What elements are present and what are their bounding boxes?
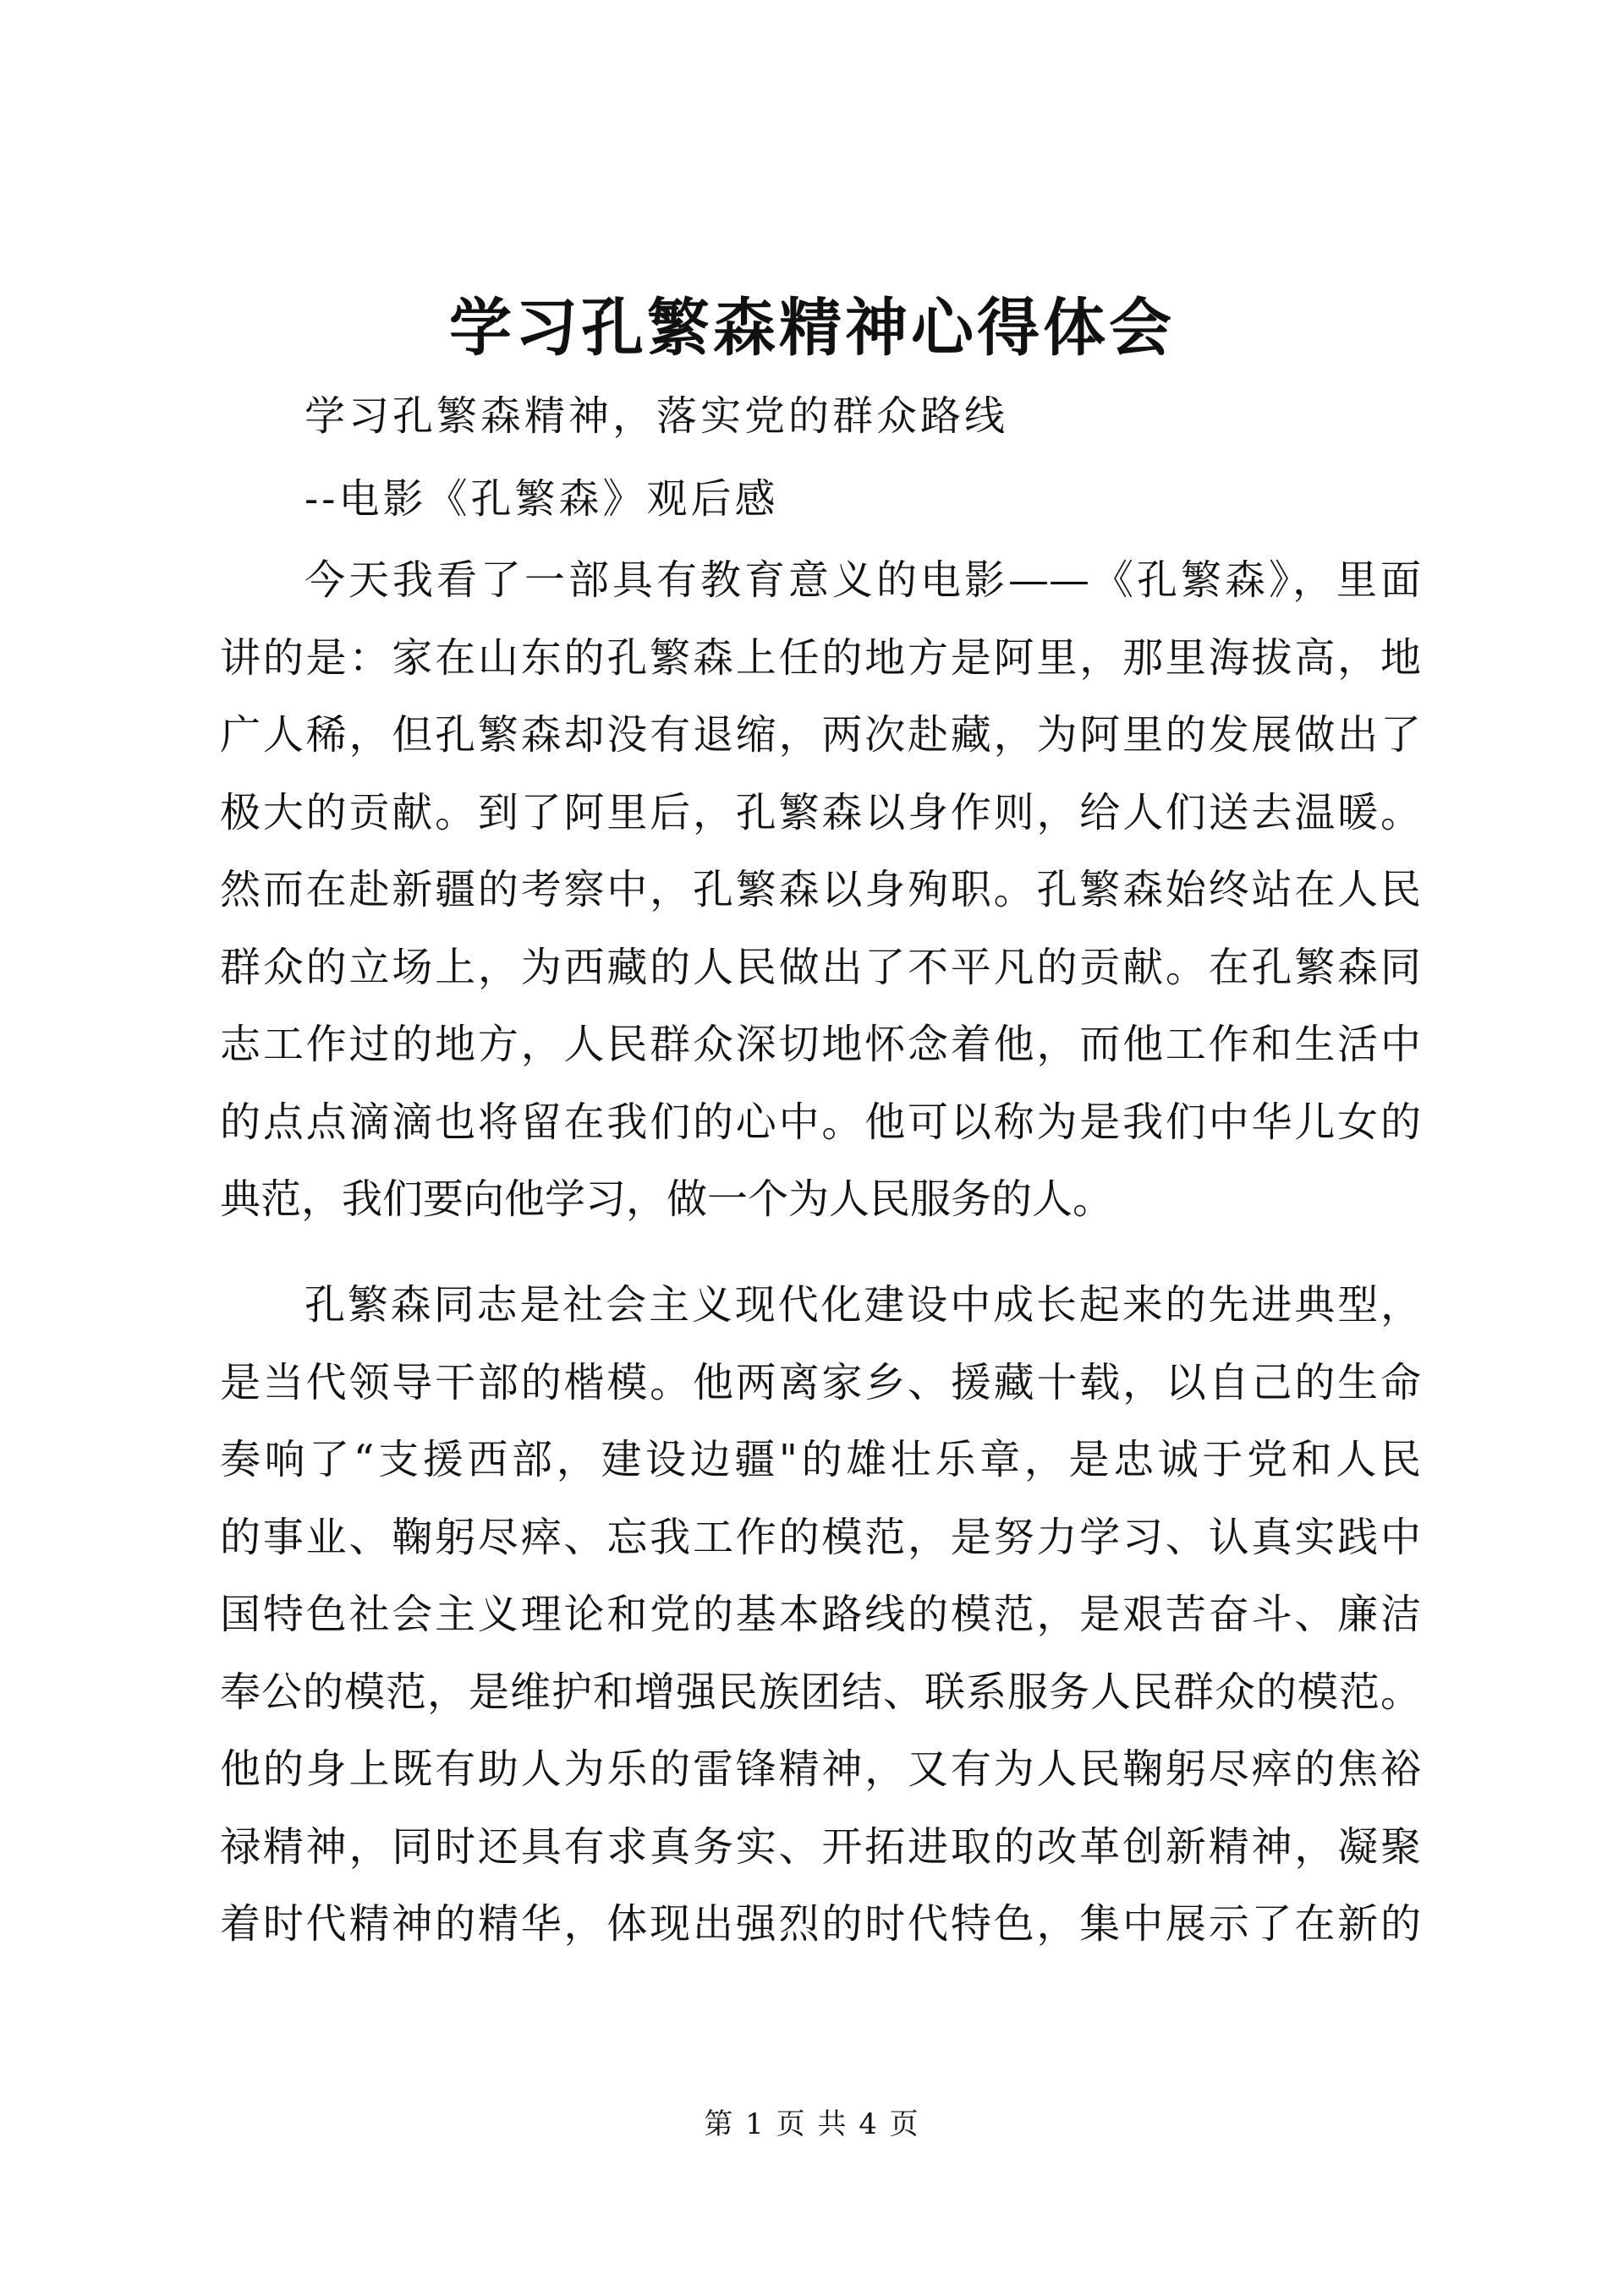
paragraph-line: 讲的是：家在山东的孔繁森上任的地方是阿里，那里海拔高，地 [220, 633, 1421, 682]
paragraph-2 [220, 1267, 1421, 1964]
paragraph-line: 今天我看了一部具有教育意义的电影——《孔繁森》，里面 [304, 556, 1421, 604]
paragraph-line: 的点点滴滴也将留在我们的心中。他可以称为是我们中华儿女的 [220, 1098, 1421, 1146]
paragraph-line: 广人稀，但孔繁森却没有退缩，两次赴藏，为阿里的发展做出了 [220, 711, 1421, 759]
paragraph-1 [220, 542, 1421, 1239]
paragraph-line: 他的身上既有助人为乐的雷锋精神，又有为人民鞠躬尽瘁的焦裕 [220, 1745, 1421, 1793]
paragraph-line: 着时代精神的精华，体现出强烈的时代特色，集中展示了在新的 [220, 1900, 1421, 1948]
paragraph-line: 然而在赴新疆的考察中，孔繁森以身殉职。孔繁森始终站在人民 [220, 866, 1421, 913]
paragraph-line: 的事业、鞠躬尽瘁、忘我工作的模范，是努力学习、认真实践中 [220, 1513, 1421, 1561]
paragraph-line: 奏响了“支援西部，建设边疆"的雄壮乐章，是忠诚于党和人民 [220, 1436, 1421, 1483]
paragraph-line: 孔繁森同志是社会主义现代化建设中成长起来的先进典型， [304, 1281, 1421, 1329]
paragraph-line: 国特色社会主义理论和党的基本路线的模范，是艰苦奋斗、廉洁 [220, 1591, 1421, 1638]
document-subtitle: 学习孔繁森精神，落实党的群众路线 [304, 392, 1009, 440]
paragraph-line: 是当代领导干部的楷模。他两离家乡、援藏十载，以自己的生命 [220, 1358, 1421, 1406]
document-title: 学习孔繁森精神心得体会 [449, 292, 1175, 364]
page-footer: 第 1 页 共 4 页 [704, 2107, 920, 2141]
paragraph-line: 志工作过的地方，人民群众深切地怀念着他，而他工作和生活中 [220, 1021, 1421, 1068]
paragraph-line: 极大的贡献。到了阿里后，孔繁森以身作则，给人们送去温暖。 [220, 788, 1421, 836]
paragraph-line: 群众的立场上，为西藏的人民做出了不平凡的贡献。在孔繁森同 [220, 943, 1421, 991]
paragraph-line: 奉公的模范，是维护和增强民族团结、联系服务人民群众的模范。 [220, 1668, 1421, 1716]
paragraph-line: 禄精神，同时还具有求真务实、开拓进取的改革创新精神，凝聚 [220, 1822, 1421, 1871]
document-byline: --电影《孔繁森》观后感 [304, 475, 779, 523]
paragraph-line: 典范，我们要向他学习，做一个为人民服务的人。 [220, 1175, 1114, 1223]
